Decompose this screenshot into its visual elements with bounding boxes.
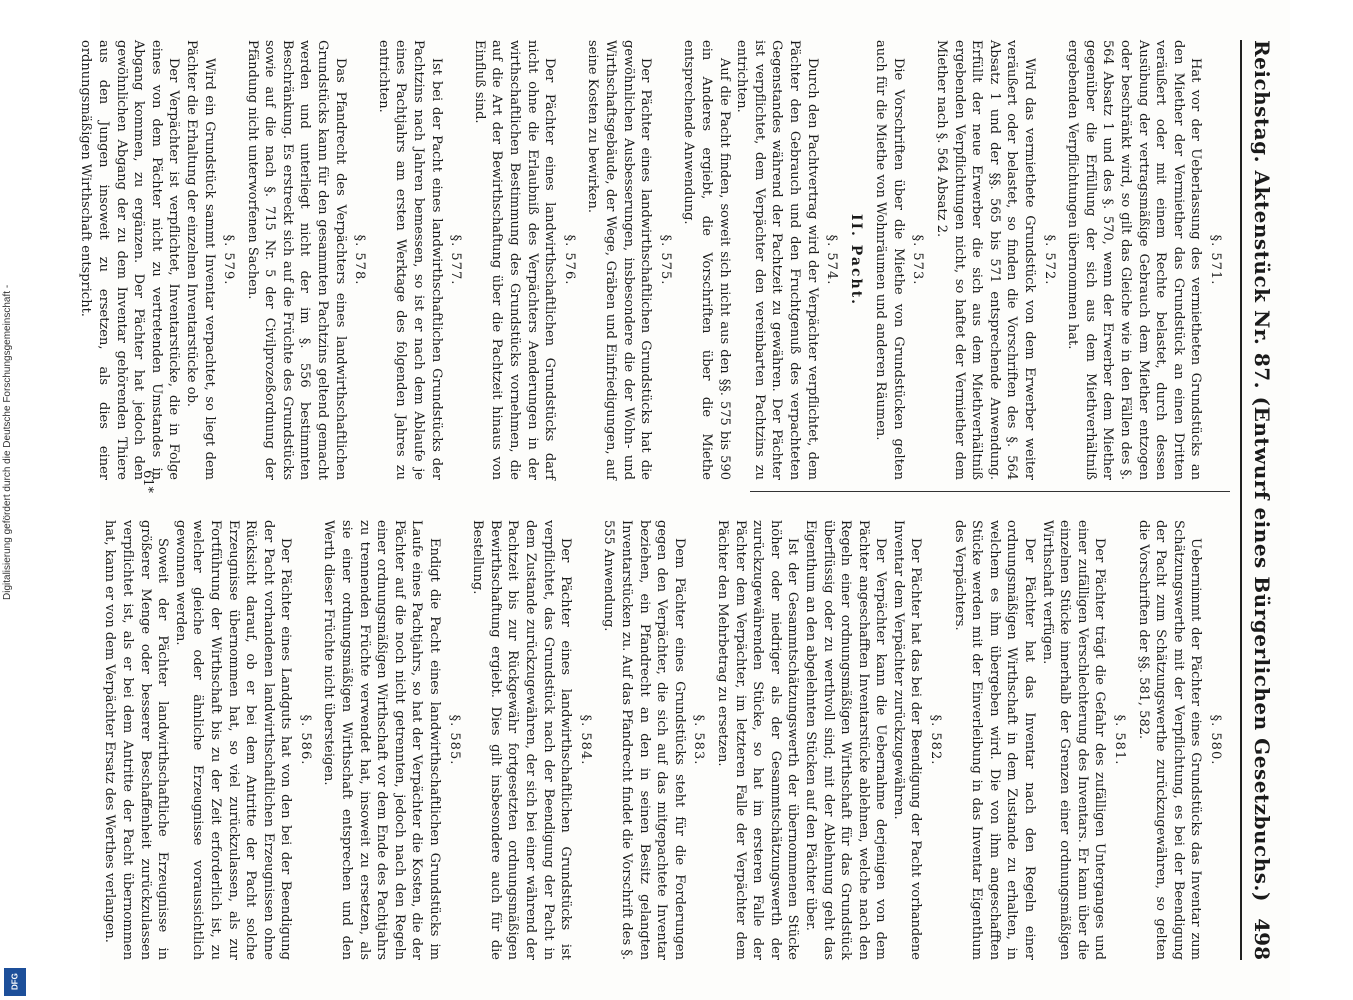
- header-title: Reichstag. Aktenstück Nr. 87. (Entwurf eines Bürgerlichen Gesetzbuchs.): [1250, 40, 1274, 902]
- paragraph: Der Pächter eines Landguts hat von den bei der Beendigung der Pacht vorhandenen landwirthschaftlichen Erzeugnissen ohne Rücksicht darauf, ob er bei dem Antritte der Pacht solche Erzeugnisse übernommen hat, so viel zurückzulassen, als zur Fortführung der Wirthschaft bis zu der Zeit erforderlich ist, zu welcher gleiche oder ähnliche Erzeugnisse voraussichtlich gewonnen werden.: [172, 520, 294, 960]
- paragraph: Der Pächter hat das Inventar nach den Regeln einer ordnungsmäßigen Wirthschaft in dem Zustande zu erhalten, in welchem es ihm übergeben wird. Die von ihm angeschafften Stücke werden mit der Einverleibung in das Inventar Eigenthum des Verpächters.: [951, 520, 1038, 960]
- section-number: §. 572.: [1041, 234, 1057, 286]
- rotated-sheet: [78, 0, 1290, 1000]
- section-number: §. 585.: [446, 714, 462, 766]
- paragraph: Der Pächter hat das bei der Beendigung der Pacht vorhandene Inventar dem Verpächter zurückzugewähren.: [890, 520, 924, 960]
- section-number: §. 579.: [221, 234, 237, 286]
- paragraph: Hat vor der Ueberlassung des vermietheten Grundstücks an den Miether der Vermiether das Grundstück an einen Dritten veräußert oder mit einem Rechte belastet, durch dessen Ausübung der vertragsmäßige Gebrauch dem Miether entzogen oder beschränkt wird, so gilt das Gleiche wie in den Fällen des §. 564 Absatz 1 und des §. 570, wenn der Erwerber dem Miether gegenüber die Erfüllung der sich aus dem Miethverhältniß ergebenden Verpflichtungen übernommen hat.: [1065, 40, 1204, 480]
- paragraph: Der Pächter eines landwirthschaftlichen Grundstücks hat die gewöhnlichen Ausbesserungen, insbesondere die der Wohn- und Wirthschaftsgebäude, der Wege, Gräben und Einfriedigungen, auf seine Kosten zu bewirken.: [585, 40, 654, 480]
- digitization-note: Digitalisierung gefördert durch die Deutsche Forschungsgemeinschaft -: [2, 284, 13, 600]
- right-column: [102, 520, 1230, 960]
- paragraph: Uebernimmt der Pächter eines Grundstücks das Inventar zum Schätzungswerthe mit der Verpflichtung, es bei der Beendigung der Pacht zum Schätzungswerthe zurückzugewähren, so gelten die Vorschriften der §§. 581, 582.: [1135, 520, 1204, 960]
- paragraph: Durch den Pachtvertrag wird der Verpächter verpflichtet, dem Pächter den Gebrauch und den Fruchtgenuß des verpachteten Gegenstandes während der Pachtzeit zu gewähren. Der Pächter ist verpflichtet, dem Verpächter den vereinbarten Pachtzins zu entrichten.: [734, 40, 820, 480]
- paragraph: Der Pächter eines landwirthschaftlichen Grundstücks ist verpflichtet, das Grundstück nach der Beendigung der Pacht in dem Zustande zurückzugewähren, der sich bei einer während der Pachtzeit bis zur Rückgewähr fortgesetzten ordnungsmäßigen Bewirthschaftung ergiebt. Dies gilt insbesondere auch für die Bestellung.: [470, 520, 574, 960]
- paragraph: Auf die Pacht finden, soweit sich nicht aus den §§. 575 bis 590 ein Anderes ergiebt, die Vorschriften über die Miethe entsprechende Anwendung.: [681, 40, 732, 480]
- section-number: §. 582.: [928, 714, 944, 766]
- paragraph: Wird das vermiethete Grundstück von dem Erwerber weiter veräußert oder belastet, so finden die Vorschriften des §. 564 Absatz 1 und der §§. 565 bis 571 entsprechende Anwendung. Erfüllt der neue Erwerber die sich aus dem Miethverhältniß ergebenden Verpflichtungen nicht, so haftet der Vermiether dem Miether nach §. 564 Absatz 2.: [934, 40, 1038, 480]
- section-number: §. 581.: [1112, 714, 1128, 766]
- column-divider: [750, 491, 1230, 492]
- section-number: §. 584.: [577, 714, 593, 766]
- paragraph: Das Pfandrecht des Verpächters eines landwirthschaftlichen Grundstücks kann für den gesammten Pachtzins geltend gemacht werden und unterliegt nicht der im §. 556 bestimmten Beschränkung. Es erstreckt sich auf die Früchte des Grundstücks sowie auf die nach §. 715 Nr. 5 der Civilprozeßordnung der Pfändung nicht unterworfenen Sachen.: [244, 40, 348, 480]
- section-number: §. 571.: [1208, 234, 1223, 286]
- section-number: §. 583.: [691, 714, 707, 766]
- paragraph: Ist der Gesammtschätzungswerth der übernommenen Stücke höher oder niedriger als der Gesammtschätzungswerth der zurückzugewährenden Stücke, so hat im ersteren Falle der Pächter dem Verpächter, im letzteren Falle der Verpächter dem Pächter den Mehrbetrag zu ersetzen.: [714, 520, 801, 960]
- left-column: [78, 40, 1230, 480]
- paragraph: Die Vorschriften über die Miethe von Grundstücken gelten auch für die Miethe von Wohnräumen und anderen Räumen.: [873, 40, 906, 480]
- paragraph: Der Pächter trägt die Gefahr des zufälligen Unterganges und einer zufälligen Verschlechterung des Inventars. Er kann über die einzelnen Stücke innerhalb der Grenzen einer ordnungsmäßigen Wirthschaft verfügen.: [1039, 520, 1108, 960]
- signature-mark: 61*: [140, 470, 155, 494]
- paragraph: Der Pächter eines landwirthschaftlichen Grundstücks darf nicht ohne die Erlaubniß des Verpächters Aenderungen in der wirthschaftlichen Bestimmung des Grundstücks vornehmen, die auf die Art der Bewirthschaftung über die Pachtzeit hinaus von Einfluß sind.: [471, 40, 558, 480]
- section-number: §. 578.: [352, 234, 368, 286]
- page-number: 498: [1250, 918, 1274, 960]
- section-number: §. 575.: [657, 234, 673, 286]
- page-header: [1240, 40, 1282, 960]
- paragraph: Endigt die Pacht eines landwirthschaftlichen Grundstücks im Laufe eines Pachtjahrs, so hat der Verpächter die Kosten, die der Pächter auf die noch nicht getrennten, jedoch nach den Regeln einer ordnungsmäßigen Wirthschaft vor dem Ende des Pachtjahrs zu trennenden Früchte verwendet hat, insoweit zu ersetzen, als sie einer ordnungsmäßigen Wirthschaft entsprechen und den Werth dieser Früchte nicht übersteigen.: [321, 520, 443, 960]
- paragraph: Soweit der Pächter landwirthschaftliche Erzeugnisse in größerer Menge oder besserer Beschaffenheit zurückzulassen verpflichtet ist, als er bei dem Antritte der Pacht übernommen hat, kann er von dem Verpächter Ersatz des Werthes verlangen.: [102, 520, 171, 960]
- paragraph: Wird ein Grundstück sammt Inventar verpachtet, so liegt dem Pächter die Erhaltung der einzelnen Inventarstücke ob.: [183, 40, 217, 480]
- section-heading: II. Pacht.: [847, 213, 864, 307]
- section-number: §. 574.: [824, 234, 840, 286]
- section-number: §. 573.: [910, 234, 926, 286]
- dfg-logo: DFG: [4, 968, 26, 996]
- paragraph: Der Verpächter kann die Uebernahme derjenigen von dem Pächter angeschafften Inventarstücke ablehnen, welche nach den Regeln einer ordnungsmäßigen Wirthschaft für das Grundstück überflüssig oder zu werthvoll sind; mit der Ablehnung geht das Eigenthum an den abgelehnten Stücken auf den Pächter über.: [802, 520, 889, 960]
- section-number: §. 577.: [448, 234, 464, 286]
- paragraph: Dem Pächter eines Grundstücks steht für die Forderungen gegen den Verpächter, die sich auf das mitgepachtete Inventar beziehen, ein Pfandrecht an den in seinen Besitz gelangten Inventarstücken zu. Auf das Pfandrecht findet die Vorschrift des §. 555 Anwendung.: [601, 520, 687, 960]
- section-number: §. 576.: [561, 234, 577, 286]
- paragraph: Ist bei der Pacht eines landwirthschaftlichen Grundstücks der Pachtzins nach Jahren bemessen, so ist er nach dem Ablaufe je eines Pachtjahrs am ersten Werktage des folgenden Jahres zu entrichten.: [375, 40, 444, 480]
- section-number: §. 580.: [1208, 714, 1223, 766]
- paragraph: Der Verpächter ist verpflichtet, Inventarstücke, die in Folge eines von dem Pächter nicht zu vertretenden Umstandes in Abgang kommen, zu ergänzen. Der Pächter hat jedoch den gewöhnlichen Abgang der zu dem Inventar gehörenden Thiere aus den Jungen insoweit zu ersetzen, als dies einer ordnungsmäßigen Wirthschaft entspricht.: [78, 40, 182, 480]
- section-number: §. 586.: [297, 714, 313, 766]
